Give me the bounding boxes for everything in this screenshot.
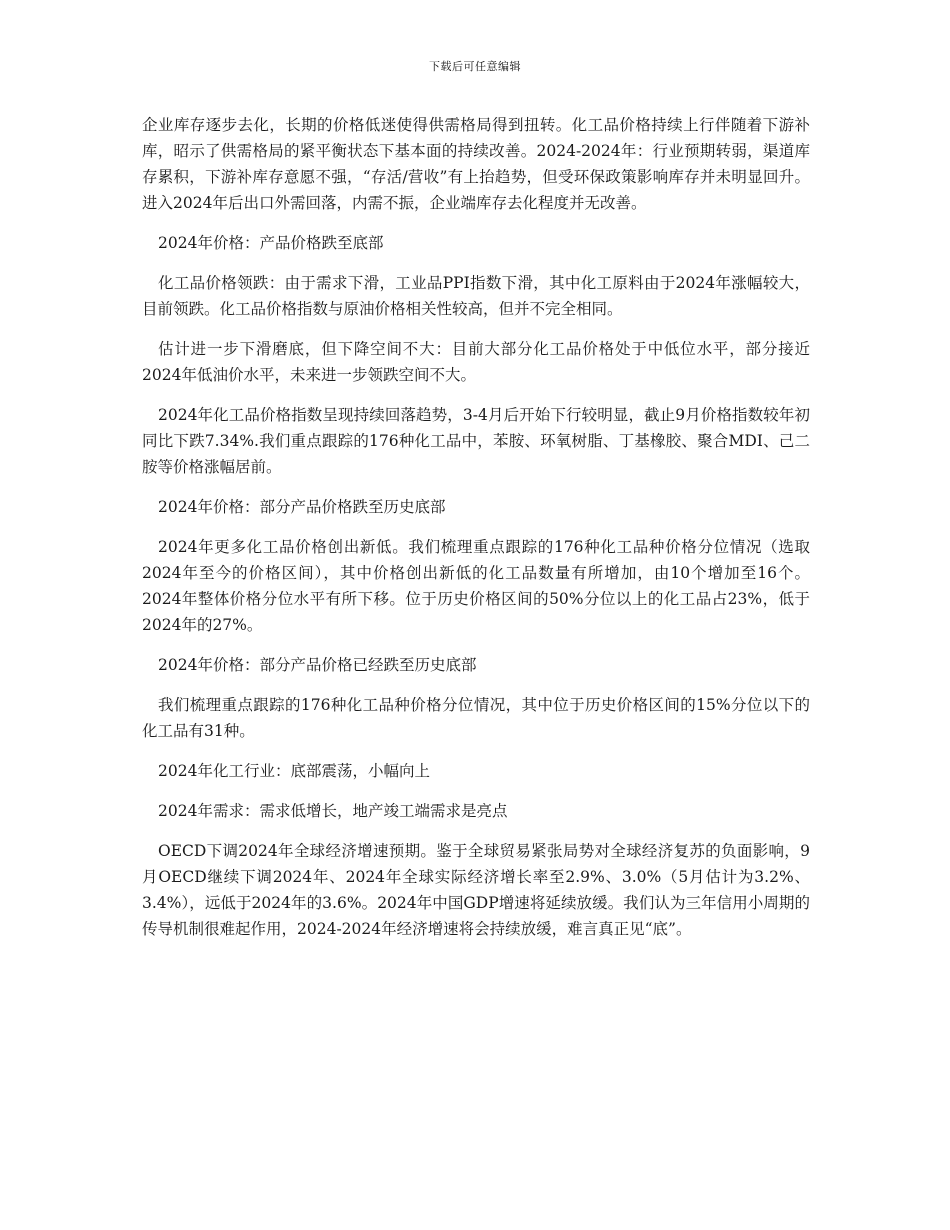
paragraph-price-index: 2024年化工品价格指数呈现持续回落趋势，3-4月后开始下行较明显，截止9月价格指数较年初同比下跌7.34%.我们重点跟踪的176种化工品中，苯胺、环氧树脂、丁基橡胶、聚合MDI、己二胺等价格涨幅居前。 (142, 406, 810, 476)
section-heading-price-bottom: 2024年价格：产品价格跌至底部 (158, 234, 384, 252)
section-heading-already-bottom: 2024年价格：部分产品价格已经跌至历史底部 (158, 656, 477, 674)
paragraph-percentile: 我们梳理重点跟踪的176种化工品种价格分位情况，其中位于历史价格区间的15%分位以下的化工品有31种。 (142, 696, 810, 740)
section-heading-historic-bottom: 2024年价格：部分产品价格跌至历史底部 (158, 498, 446, 516)
document-body (142, 112, 810, 956)
page-header-watermark: 下载后可任意编辑 (429, 60, 521, 73)
paragraph-inventory: 企业库存逐步去化，长期的价格低迷使得供需格局得到扭转。化工品价格持续上行伴随着下游补库，昭示了供需格局的紧平衡状态下基本面的持续改善。2024-2024年：行业预期转弱，渠道库存累积，下游补库存意愿不强，“存活/营收”有上抬趋势，但受环保政策影响库存并未明显回升。进入2024年后出口外需回落，内需不振，企业端库存去化程度并无改善。 (142, 116, 810, 212)
paragraph-new-lows: 2024年更多化工品价格创出新低。我们梳理重点跟踪的176种化工品种价格分位情况（选取2024年至今的价格区间），其中价格创出新低的化工品数量有所增加，由10个增加至16个。2024年整体价格分位水平有所下移。位于历史价格区间的50%分位以上的化工品占23%，低于2024年的27%。 (142, 538, 810, 634)
paragraph-oecd: OECD下调2024年全球经济增速预期。鉴于全球贸易紧张局势对全球经济复苏的负面影响，9月OECD继续下调2024年、2024年全球实际经济增长率至2.9%、3.0%（5月估计为3.2%、3.4%），远低于2024年的3.6%。2024年中国GDP增速将延续放缓。我们认为三年信用小周期的传导机制很难起作用，2024-2024年经济增速将会持续放缓，难言真正见“底”。 (142, 842, 810, 938)
section-heading-demand: 2024年需求：需求低增长，地产竣工端需求是亮点 (158, 802, 508, 820)
paragraph-price-leading-decline: 化工品价格领跌：由于需求下滑，工业品PPI指数下滑，其中化工原料由于2024年涨幅较大，目前领跌。化工品价格指数与原油价格相关性较高，但并不完全相同。 (142, 274, 810, 318)
paragraph-further-decline: 估计进一步下滑磨底，但下降空间不大：目前大部分化工品价格处于中低位水平，部分接近2024年低油价水平，未来进一步领跌空间不大。 (142, 340, 810, 384)
section-heading-industry: 2024年化工行业：底部震荡，小幅向上 (158, 762, 430, 780)
